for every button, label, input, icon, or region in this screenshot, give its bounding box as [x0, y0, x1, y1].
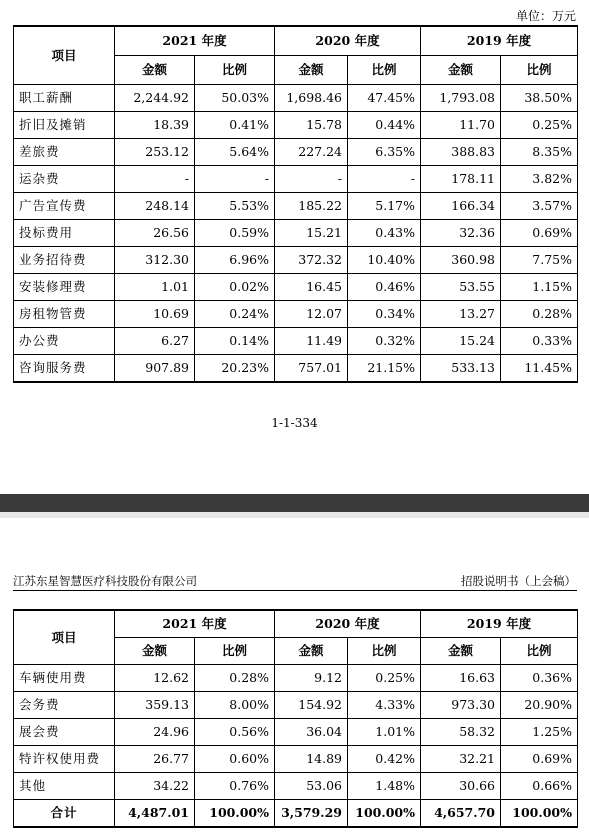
row-label: 办公费 [14, 328, 115, 355]
ratio-cell: 0.25% [348, 665, 421, 692]
amount-cell: 32.36 [421, 220, 501, 247]
amount-cell: 166.34 [421, 193, 501, 220]
amount-cell: 2,244.92 [115, 85, 195, 112]
amount-cell: - [115, 166, 195, 193]
ratio-cell: 0.28% [195, 665, 275, 692]
ratio-cell: 38.50% [501, 85, 578, 112]
amount-cell: 12.07 [275, 301, 348, 328]
amount-cell: 4,657.70 [421, 800, 501, 828]
table-row [14, 139, 578, 166]
amount-cell: 372.32 [275, 247, 348, 274]
ratio-cell: 0.44% [348, 112, 421, 139]
row-label: 职工薪酬 [14, 85, 115, 112]
header-item: 项目 [14, 26, 115, 85]
amount-cell: 4,487.01 [115, 800, 195, 828]
table-row [14, 773, 578, 800]
amount-cell: 185.22 [275, 193, 348, 220]
row-label: 安装修理费 [14, 274, 115, 301]
table-row [14, 328, 578, 355]
expense-table-page2 [13, 609, 578, 828]
amount-cell: 30.66 [421, 773, 501, 800]
ratio-cell: 50.03% [195, 85, 275, 112]
amount-cell: 248.14 [115, 193, 195, 220]
header-amount: 金额 [115, 638, 195, 665]
amount-cell: 16.63 [421, 665, 501, 692]
ratio-cell: 8.00% [195, 692, 275, 719]
header-year-2020: 2020 年度 [275, 26, 421, 56]
company-name: 江苏东星智慧医疗科技股份有限公司 [13, 574, 197, 588]
row-label: 投标费用 [14, 220, 115, 247]
table-row [14, 247, 578, 274]
amount-cell: 14.89 [275, 746, 348, 773]
table-row [14, 355, 578, 383]
amount-cell: 360.98 [421, 247, 501, 274]
ratio-cell: 0.66% [501, 773, 578, 800]
row-label: 其他 [14, 773, 115, 800]
amount-cell: 1,698.46 [275, 85, 348, 112]
amount-cell: 227.24 [275, 139, 348, 166]
ratio-cell: 7.75% [501, 247, 578, 274]
ratio-cell: 0.69% [501, 220, 578, 247]
amount-cell: 253.12 [115, 139, 195, 166]
ratio-cell: 1.01% [348, 719, 421, 746]
header-divider [13, 590, 577, 591]
amount-cell: 533.13 [421, 355, 501, 383]
header-year-2019: 2019 年度 [421, 610, 578, 638]
ratio-cell: 0.69% [501, 746, 578, 773]
row-label: 差旅费 [14, 139, 115, 166]
header-amount: 金额 [421, 56, 501, 85]
ratio-cell: 1.25% [501, 719, 578, 746]
amount-cell: 36.04 [275, 719, 348, 746]
amount-cell: 34.22 [115, 773, 195, 800]
total-row [14, 800, 578, 828]
amount-cell: 26.77 [115, 746, 195, 773]
amount-cell: 12.62 [115, 665, 195, 692]
page-gap [0, 494, 589, 512]
header-amount: 金额 [115, 56, 195, 85]
header-year-2019: 2019 年度 [421, 26, 578, 56]
amount-cell: 757.01 [275, 355, 348, 383]
ratio-cell: 0.41% [195, 112, 275, 139]
amount-cell: 10.69 [115, 301, 195, 328]
table-row [14, 193, 578, 220]
header-year-2020: 2020 年度 [275, 610, 421, 638]
ratio-cell: 47.45% [348, 85, 421, 112]
ratio-cell: - [348, 166, 421, 193]
amount-cell: 16.45 [275, 274, 348, 301]
ratio-cell: 0.28% [501, 301, 578, 328]
ratio-cell: 0.25% [501, 112, 578, 139]
amount-cell: 15.21 [275, 220, 348, 247]
amount-cell: 1,793.08 [421, 85, 501, 112]
amount-cell: 359.13 [115, 692, 195, 719]
table-body [14, 665, 578, 828]
header-amount: 金额 [275, 56, 348, 85]
row-label: 咨询服务费 [14, 355, 115, 383]
amount-cell: 907.89 [115, 355, 195, 383]
page-number: 1-1-334 [271, 416, 318, 430]
amount-cell: 178.11 [421, 166, 501, 193]
ratio-cell: 8.35% [501, 139, 578, 166]
ratio-cell: 0.14% [195, 328, 275, 355]
table-row [14, 85, 578, 112]
amount-cell: 154.92 [275, 692, 348, 719]
header-ratio: 比例 [195, 638, 275, 665]
amount-cell: 24.96 [115, 719, 195, 746]
header-ratio: 比例 [195, 56, 275, 85]
ratio-cell: 20.23% [195, 355, 275, 383]
amount-cell: 312.30 [115, 247, 195, 274]
page-gap-shadow [0, 512, 589, 518]
table-row [14, 692, 578, 719]
amount-cell: 32.21 [421, 746, 501, 773]
table-row [14, 746, 578, 773]
ratio-cell: 100.00% [501, 800, 578, 828]
ratio-cell: 10.40% [348, 247, 421, 274]
ratio-cell: 0.42% [348, 746, 421, 773]
amount-cell: 18.39 [115, 112, 195, 139]
amount-cell: 973.30 [421, 692, 501, 719]
ratio-cell: 100.00% [195, 800, 275, 828]
table-row [14, 719, 578, 746]
row-label: 广告宣传费 [14, 193, 115, 220]
ratio-cell: 6.96% [195, 247, 275, 274]
row-label: 房租物管费 [14, 301, 115, 328]
amount-cell: 6.27 [115, 328, 195, 355]
row-label: 车辆使用费 [14, 665, 115, 692]
header-ratio: 比例 [348, 56, 421, 85]
table-row [14, 301, 578, 328]
ratio-cell: 1.15% [501, 274, 578, 301]
table-row [14, 220, 578, 247]
header-amount: 金额 [421, 638, 501, 665]
row-label: 展会费 [14, 719, 115, 746]
amount-cell: 53.55 [421, 274, 501, 301]
table-body [14, 85, 578, 383]
ratio-cell: - [195, 166, 275, 193]
row-label: 运杂费 [14, 166, 115, 193]
ratio-cell: 21.15% [348, 355, 421, 383]
header-ratio: 比例 [348, 638, 421, 665]
ratio-cell: 0.76% [195, 773, 275, 800]
header-year-2021: 2021 年度 [115, 26, 275, 56]
ratio-cell: 5.17% [348, 193, 421, 220]
amount-cell: - [275, 166, 348, 193]
ratio-cell: 4.33% [348, 692, 421, 719]
ratio-cell: 0.02% [195, 274, 275, 301]
ratio-cell: 0.36% [501, 665, 578, 692]
row-label: 合计 [14, 800, 115, 828]
amount-cell: 26.56 [115, 220, 195, 247]
ratio-cell: 1.48% [348, 773, 421, 800]
amount-cell: 11.49 [275, 328, 348, 355]
amount-cell: 9.12 [275, 665, 348, 692]
amount-cell: 58.32 [421, 719, 501, 746]
ratio-cell: 5.64% [195, 139, 275, 166]
expense-table-page1 [13, 25, 578, 383]
header-amount: 金额 [275, 638, 348, 665]
ratio-cell: 3.82% [501, 166, 578, 193]
ratio-cell: 3.57% [501, 193, 578, 220]
amount-cell: 11.70 [421, 112, 501, 139]
ratio-cell: 0.33% [501, 328, 578, 355]
ratio-cell: 0.59% [195, 220, 275, 247]
table-row [14, 112, 578, 139]
amount-cell: 15.24 [421, 328, 501, 355]
amount-cell: 15.78 [275, 112, 348, 139]
ratio-cell: 0.60% [195, 746, 275, 773]
ratio-cell: 0.32% [348, 328, 421, 355]
row-label: 折旧及摊销 [14, 112, 115, 139]
row-label: 业务招待费 [14, 247, 115, 274]
header-ratio: 比例 [501, 56, 578, 85]
ratio-cell: 20.90% [501, 692, 578, 719]
row-label: 特许权使用费 [14, 746, 115, 773]
ratio-cell: 0.46% [348, 274, 421, 301]
unit-label: 单位：万元 [515, 9, 576, 23]
amount-cell: 3,579.29 [275, 800, 348, 828]
amount-cell: 1.01 [115, 274, 195, 301]
ratio-cell: 0.43% [348, 220, 421, 247]
row-label: 会务费 [14, 692, 115, 719]
ratio-cell: 0.34% [348, 301, 421, 328]
ratio-cell: 0.56% [195, 719, 275, 746]
table-row [14, 665, 578, 692]
header-item: 项目 [14, 610, 115, 665]
header-ratio: 比例 [501, 638, 578, 665]
table-row [14, 274, 578, 301]
ratio-cell: 6.35% [348, 139, 421, 166]
document-title: 招股说明书（上会稿） [461, 574, 576, 588]
ratio-cell: 100.00% [348, 800, 421, 828]
ratio-cell: 5.53% [195, 193, 275, 220]
table-row [14, 166, 578, 193]
ratio-cell: 11.45% [501, 355, 578, 383]
amount-cell: 13.27 [421, 301, 501, 328]
amount-cell: 53.06 [275, 773, 348, 800]
amount-cell: 388.83 [421, 139, 501, 166]
ratio-cell: 0.24% [195, 301, 275, 328]
header-year-2021: 2021 年度 [115, 610, 275, 638]
